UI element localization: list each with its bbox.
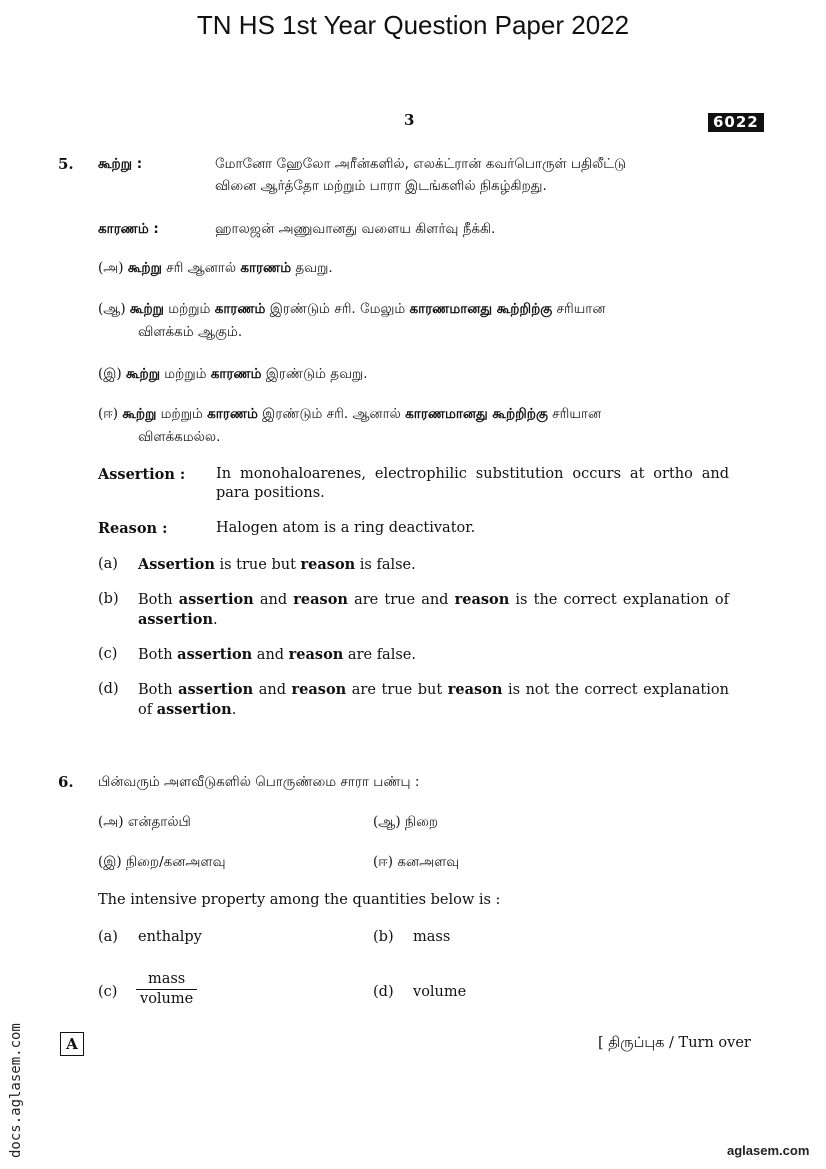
option-text: மற்றும் <box>163 301 215 317</box>
english-option <box>138 555 729 575</box>
option-text: are true but <box>346 682 448 698</box>
tamil-reason-label: காரணம் : <box>98 221 159 237</box>
watermark: docs.aglasem.com <box>8 1023 24 1158</box>
bold-term: கூற்று <box>129 301 164 317</box>
tamil-option <box>98 364 368 385</box>
option-text: . <box>213 612 218 628</box>
tamil-option-continuation: விளக்கம் ஆகும். <box>138 324 243 340</box>
option-text: is the correct explanation of <box>509 592 729 608</box>
bold-term: reason <box>291 681 347 698</box>
reason-label: Reason : <box>98 520 168 537</box>
option-marker: (இ) <box>98 366 122 382</box>
option-marker: (ஈ) <box>373 854 394 870</box>
option-text: மற்றும் <box>156 406 208 422</box>
option-marker: (d) <box>98 681 119 697</box>
bold-term: reason <box>300 556 356 573</box>
tamil-reason-text: ஹாலஜன் அணுவானது வளைய கிளர்வு நீக்கி. <box>215 221 496 237</box>
fraction-numerator: mass <box>136 970 197 990</box>
bold-term: assertion <box>177 646 253 663</box>
option-text: இரண்டும் தவறு. <box>261 366 368 382</box>
option-marker: (b) <box>98 591 119 607</box>
option-marker: (a) <box>98 556 118 572</box>
option-text: கனஅளவு <box>397 854 460 870</box>
option-marker: (d) <box>373 984 394 1000</box>
page-number: 3 <box>404 111 415 129</box>
paper-code-badge: 6022 <box>708 113 764 132</box>
option-marker: (இ) <box>98 854 122 870</box>
question-number: 6. <box>58 773 74 791</box>
tamil-option <box>373 812 438 833</box>
option-text: இரண்டும் சரி. மேலும் <box>265 301 410 317</box>
bold-term: காரணம் <box>207 406 258 422</box>
option-text: are false. <box>343 647 416 663</box>
bold-term: காரணம் <box>214 301 266 317</box>
bold-term: காரணம் <box>240 260 292 276</box>
option-text: சரி ஆனால் <box>161 260 241 276</box>
bold-term: reason <box>454 591 510 608</box>
bold-term: reason <box>293 591 348 608</box>
bold-term: assertion <box>178 591 254 608</box>
tamil-question: பின்வரும் அளவீடுகளில் பொருண்மை சாரா பண்பு : <box>98 774 420 790</box>
option-text: சரியான <box>552 301 606 317</box>
english-question: The intensive property among the quantities below is : <box>98 892 501 908</box>
option-marker: (b) <box>373 929 394 945</box>
option-text: . <box>231 702 237 718</box>
option-text: நிறை <box>404 814 439 830</box>
bold-term: assertion <box>156 701 232 718</box>
document-title: TN HS 1st Year Question Paper 2022 <box>196 10 630 40</box>
bold-term: காரணம் <box>210 366 262 382</box>
option-text: நிறை/கனஅளவு <box>125 854 226 870</box>
bold-term: காரணமானது கூற்றிற்கு <box>405 406 548 422</box>
assertion-label: Assertion : <box>98 466 186 483</box>
option-text: are true and <box>347 592 455 608</box>
bold-term: கூற்று <box>127 260 162 276</box>
tamil-option <box>98 258 333 279</box>
turn-over-note: [ திருப்புக / Turn over <box>598 1035 751 1051</box>
option-text: Both <box>138 682 179 698</box>
tamil-option <box>98 404 730 425</box>
option-marker: (அ) <box>98 260 124 276</box>
bold-term: கூற்று <box>122 406 157 422</box>
option-text: இரண்டும் சரி. ஆனால் <box>257 406 406 422</box>
bold-term: assertion <box>178 681 254 698</box>
option-marker: (அ) <box>98 814 124 830</box>
tamil-option <box>98 852 226 873</box>
tamil-option <box>98 299 730 320</box>
option-text: Both <box>138 647 178 663</box>
option-text: is false. <box>355 557 416 573</box>
option-marker: (c) <box>98 984 118 1000</box>
option-text: and <box>252 647 289 663</box>
bold-term: assertion <box>138 611 214 628</box>
option-marker: (c) <box>98 646 118 662</box>
brand-logo-text: aglasem.com <box>727 1143 810 1158</box>
option-marker: (a) <box>98 929 118 945</box>
bold-term: Assertion <box>138 556 215 573</box>
option-text: சரியான <box>547 406 602 422</box>
bold-term: கூற்று <box>125 366 160 382</box>
option-text: தவறு. <box>291 260 333 276</box>
option-text: is not the correct explanation of <box>138 682 729 718</box>
tamil-assertion-line: மோனோ ஹேலோ அரீன்களில், எலக்ட்ரான் கவர்பொருள் பதிலீட்டு <box>215 156 627 172</box>
option-text: volume <box>413 984 467 1000</box>
tamil-option <box>98 812 191 833</box>
fraction-denominator: volume <box>140 991 194 1007</box>
series-box: A <box>60 1032 84 1056</box>
option-text: mass <box>413 929 451 945</box>
bold-term: reason <box>447 681 503 698</box>
option-text: and <box>253 682 292 698</box>
tamil-option <box>373 852 459 873</box>
option-text: enthalpy <box>138 929 202 945</box>
option-text: is true but <box>214 557 301 573</box>
option-text: என்தால்பி <box>127 814 191 830</box>
tamil-assertion-label: கூற்று : <box>98 156 143 172</box>
bold-term: reason <box>288 646 344 663</box>
option-text: Both <box>138 592 179 608</box>
reason-text: Halogen atom is a ring deactivator. <box>216 520 476 536</box>
question-number: 5. <box>58 155 74 173</box>
tamil-assertion-line: வினை ஆர்த்தோ மற்றும் பாரா இடங்களில் நிகழ்கிறது. <box>215 178 547 194</box>
option-marker: (ஆ) <box>98 301 126 317</box>
tamil-option-continuation: விளக்கமல்ல. <box>138 429 221 445</box>
english-option <box>138 645 729 665</box>
english-option <box>138 590 729 630</box>
fraction <box>136 970 197 1009</box>
bold-term: காரணமானது கூற்றிற்கு <box>409 301 553 317</box>
english-option <box>138 680 729 720</box>
option-text: மற்றும் <box>159 366 211 382</box>
option-marker: (ஈ) <box>98 406 119 422</box>
assertion-text: In monohaloarenes, electrophilic substitution occurs at ortho and para positions. <box>216 466 729 501</box>
option-text: and <box>253 592 294 608</box>
option-marker: (ஆ) <box>373 814 401 830</box>
